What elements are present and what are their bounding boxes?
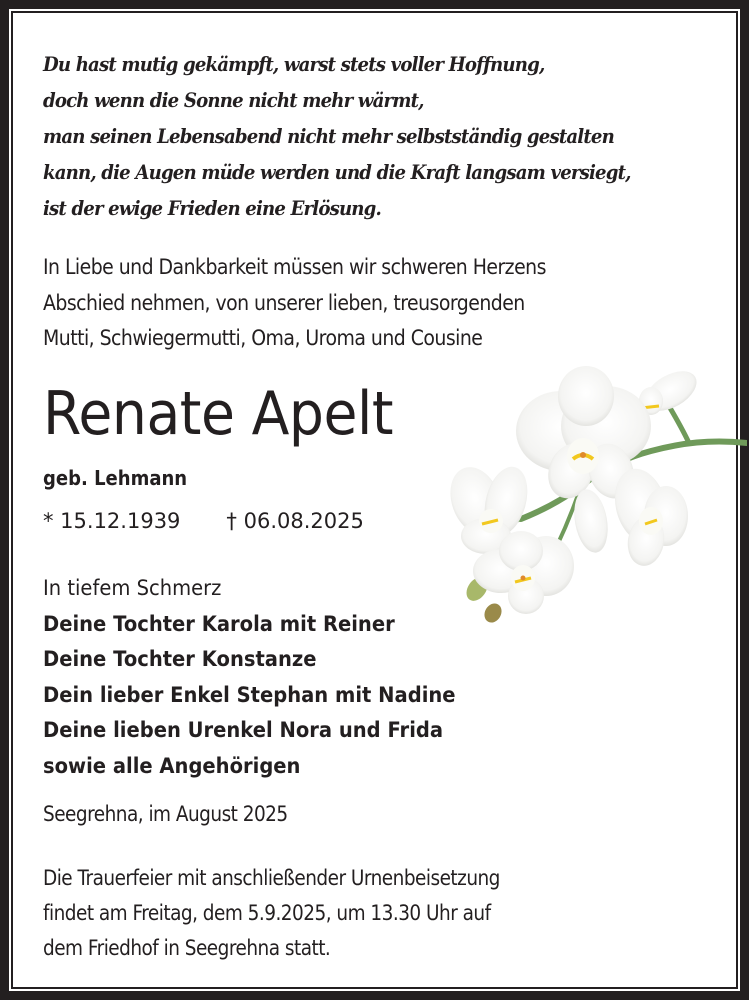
funeral-line: findet am Freitag, dem 5.9.2025, um 13.30 Uhr auf [43, 901, 491, 925]
funeral-info [43, 861, 500, 966]
birth-date: * 15.12.1939 [43, 509, 181, 533]
obituary-notice [13, 13, 736, 987]
poem-line: kann, die Augen müde werden und die Kraft langsam versiegt, [43, 161, 631, 184]
orchid-icon [441, 351, 747, 631]
maiden-name: geb. Lehmann [43, 466, 188, 490]
mourners [43, 571, 456, 784]
mourner: Deine Tochter Konstanze [43, 647, 317, 671]
place-and-date: Seegrehna, im August 2025 [43, 802, 288, 826]
poem-line: man seinen Lebensabend nicht mehr selbstständig gestalten [43, 125, 614, 148]
intro-line: Abschied nehmen, von unserer lieben, treusorgenden [43, 290, 525, 315]
mourner: Dein lieber Enkel Stephan mit Nadine [43, 682, 456, 707]
deceased-name: Renate Apelt [43, 379, 394, 449]
inner-border [11, 11, 738, 989]
mourners-lead: In tiefem Schmerz [43, 576, 222, 600]
poem-line: Du hast mutig gekämpft, warst stets voller Hoffnung, [43, 53, 545, 76]
intro-line: Mutti, Schwiegermutti, Oma, Uroma und Cousine [43, 326, 483, 350]
funeral-line: Die Trauerfeier mit anschließender Urnenbeisetzung [43, 866, 500, 890]
outer-border [9, 9, 740, 991]
poem [43, 47, 631, 227]
poem-line: ist der ewige Frieden eine Erlösung. [43, 197, 381, 220]
intro-line: In Liebe und Dankbarkeit müssen wir schweren Herzens [43, 255, 546, 279]
death-date: † 06.08.2025 [226, 509, 364, 533]
mourner: Deine Tochter Karola mit Reiner [43, 611, 395, 636]
mourner: Deine lieben Urenkel Nora und Frida [43, 718, 444, 742]
intro-text [43, 250, 546, 357]
life-dates [43, 506, 364, 536]
funeral-line: dem Friedhof in Seegrehna statt. [43, 936, 331, 960]
poem-line: doch wenn die Sonne nicht mehr wärmt, [43, 89, 424, 112]
mourner: sowie alle Angehörigen [43, 753, 301, 778]
